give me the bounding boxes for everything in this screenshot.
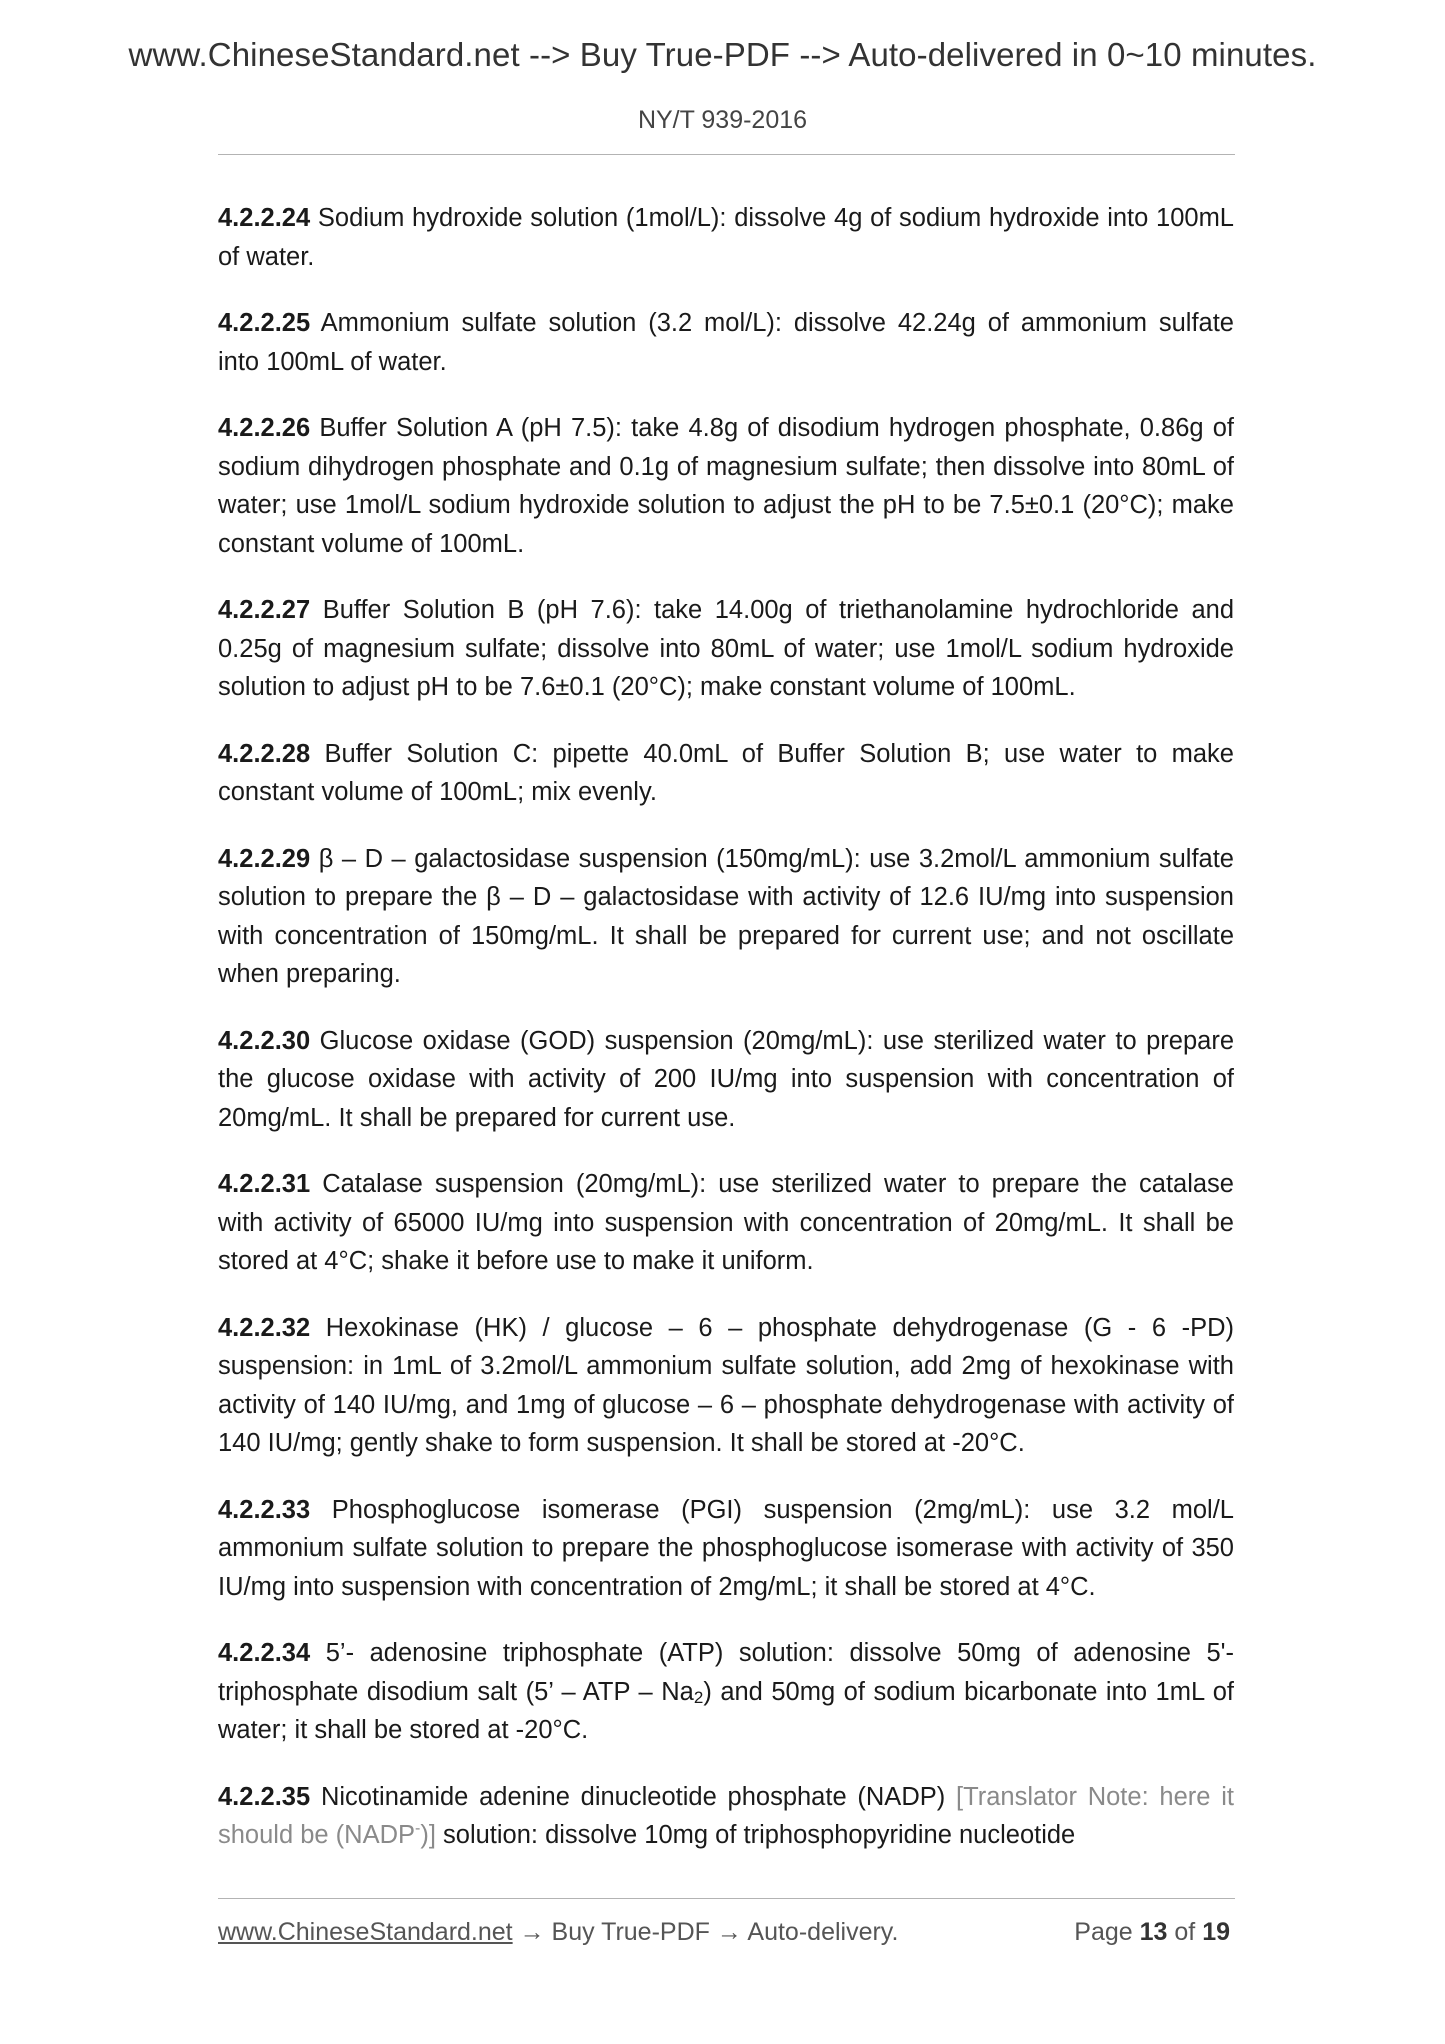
clause-4-2-2-29 <box>218 840 1234 994</box>
clause-text-continued: ) and 50mg of sodium bicarbonate into 1mL of water; it shall be stored at -20°C. <box>218 1677 1234 1744</box>
clause-4-2-2-30 <box>218 1022 1234 1138</box>
translator-note-close: )] <box>420 1821 436 1849</box>
clause-text-continued: solution: dissolve 10mg of triphosphopyridine nucleotide <box>443 1821 1076 1849</box>
clause-number: 4.2.2.25 <box>218 309 311 337</box>
clause-number: 4.2.2.24 <box>218 204 311 232</box>
standard-code: NY/T 939-2016 <box>637 106 808 134</box>
page-of: of <box>1174 1918 1196 1946</box>
clause-text: Buffer Solution C: pipette 40.0mL of Buffer Solution B; use water to make constant volume of 100mL; mix evenly. <box>218 739 1234 806</box>
clause-number: 4.2.2.28 <box>218 739 311 768</box>
clause-text: Catalase suspension (20mg/mL): use sterilized water to prepare the catalase with activity of 65000 IU/mg into suspension with concentration of 20mg/mL. It shall be stored at 4°C; shake it before use to make it uniform. <box>218 1170 1234 1275</box>
footer-site-link[interactable]: www.ChineseStandard.net <box>218 1918 513 1946</box>
clause-text: Sodium hydroxide solution (1mol/L): dissolve 4g of sodium hydroxide into 100mL of water. <box>218 204 1234 271</box>
clause-4-2-2-24 <box>218 199 1234 276</box>
clause-text: 5’- adenosine triphosphate (ATP) solution: dissolve 50mg of adenosine 5'-triphosphate disodium salt (5’ – ATP – Na <box>218 1639 1234 1706</box>
clause-text: Hexokinase (HK) / glucose – 6 – phosphate dehydrogenase (G - 6 -PD) suspension: in 1mL of 3.2mol/L ammonium sulfate solution, add 2mg of hexokinase with activity of 140 IU/mg, and 1mg of glucose – 6 – phosphate dehydrogenase with activity of 140 IU/mg; gently shake to form suspension. It shall be stored at -20°C. <box>218 1313 1235 1457</box>
clause-4-2-2-27 <box>218 591 1234 707</box>
superscript: - <box>415 1820 421 1837</box>
page-label: Page <box>1074 1918 1133 1946</box>
clause-4-2-2-28 <box>218 735 1234 812</box>
clause-number: 4.2.2.29 <box>218 844 311 873</box>
clause-number: 4.2.2.34 <box>218 1639 311 1667</box>
clause-number: 4.2.2.32 <box>218 1313 311 1342</box>
clause-4-2-2-31 <box>218 1165 1234 1281</box>
clause-text: β – D – galactosidase suspension (150mg/mL): use 3.2mol/L ammonium sulfate solution to prepare the β – D – galactosidase with activity of 12.6 IU/mg into suspension with concentration of 150mg/mL. It shall be prepared for current use; and not oscillate when preparing. <box>218 844 1234 988</box>
clause-number: 4.2.2.31 <box>218 1170 311 1198</box>
clause-4-2-2-32 <box>218 1309 1234 1463</box>
clause-number: 4.2.2.26 <box>218 414 311 442</box>
clause-4-2-2-35 <box>218 1778 1234 1855</box>
header-divider <box>218 154 1235 155</box>
clause-4-2-2-33 <box>218 1491 1234 1607</box>
page-indicator <box>1074 1918 1230 1947</box>
clause-text: Ammonium sulfate solution (3.2 mol/L): dissolve 42.24g of ammonium sulfate into 100mL of water. <box>218 309 1234 376</box>
footer-text: → Buy True-PDF → Auto-delivery. <box>519 1918 899 1946</box>
clause-number: 4.2.2.30 <box>218 1026 311 1055</box>
document-body <box>218 199 1234 1883</box>
clause-4-2-2-25 <box>218 304 1234 381</box>
subscript: 2 <box>693 1687 704 1707</box>
clause-text: Phosphoglucose isomerase (PGI) suspension (2mg/mL): use 3.2 mol/L ammonium sulfate solution to prepare the phosphoglucose isomerase with activity of 350 IU/mg into suspension with concentration of 2mg/mL; it shall be stored at 4°C. <box>218 1495 1234 1601</box>
clause-number: 4.2.2.33 <box>218 1495 311 1524</box>
clause-number: 4.2.2.35 <box>218 1782 311 1811</box>
clause-4-2-2-26 <box>218 409 1234 563</box>
page-footer <box>218 1918 1235 1954</box>
clause-text: Buffer Solution B (pH 7.6): take 14.00g of triethanolamine hydrochloride and 0.25g of magnesium sulfate; dissolve into 80mL of water; use 1mol/L sodium hydroxide solution to adjust pH to be 7.6±0.1 (20°C); make constant volume of 100mL. <box>218 596 1235 701</box>
translator-note-text: [Translator Note: here it should be (NADP <box>218 1782 1234 1849</box>
site-banner: www.ChineseStandard.net --> Buy True-PDF --> Auto-delivered in 0~10 minutes. <box>128 36 1317 73</box>
clause-text: Nicotinamide adenine dinucleotide phosphate (NADP) <box>320 1782 946 1811</box>
page-current: 13 <box>1139 1918 1168 1946</box>
clause-text: Glucose oxidase (GOD) suspension (20mg/mL): use sterilized water to prepare the glucose oxidase with activity of 200 IU/mg into suspension with concentration of 20mg/mL. It shall be prepared for current use. <box>218 1026 1235 1132</box>
clause-4-2-2-34 <box>218 1634 1234 1750</box>
clause-number: 4.2.2.27 <box>218 596 311 624</box>
footer-divider <box>218 1898 1235 1899</box>
page-total: 19 <box>1202 1918 1230 1946</box>
clause-text: Buffer Solution A (pH 7.5): take 4.8g of disodium hydrogen phosphate, 0.86g of sodium dihydrogen phosphate and 0.1g of magnesium sulfate; then dissolve into 80mL of water; use 1mol/L sodium hydroxide solution to adjust the pH to be 7.5±0.1 (20°C); make constant volume of 100mL. <box>218 414 1234 558</box>
